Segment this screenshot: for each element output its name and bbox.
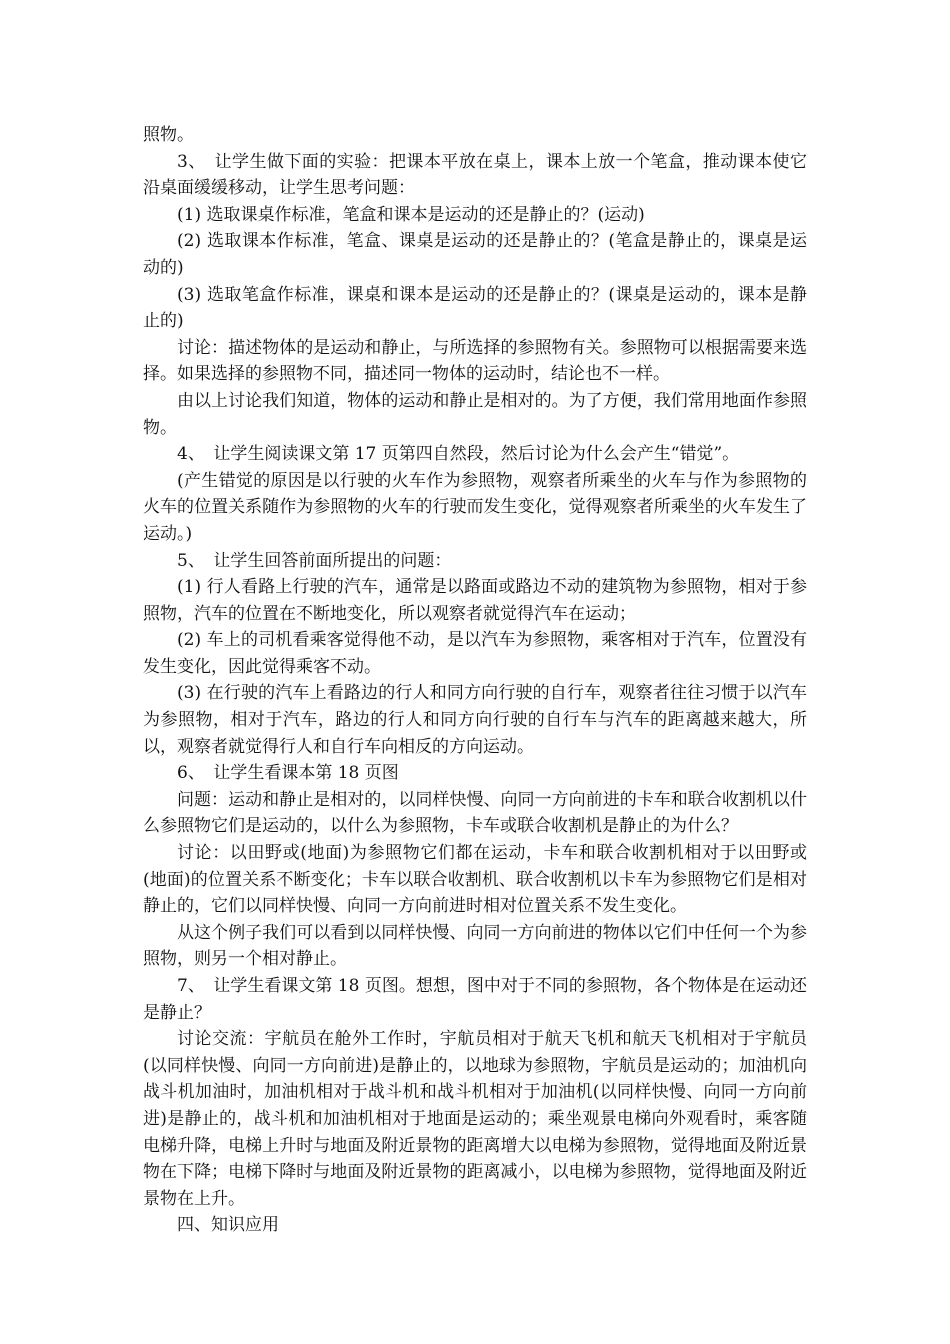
paragraph-answer-3: (3) 在行驶的汽车上看路边的行人和同方向行驶的自行车，观察者往往习惯于以汽车为参照物，相对于汽车，路边的行人和同方向行驶的自行车与汽车的距离越来越大，所以，观察者就觉得行人和自行车向相反的方向运动。 bbox=[143, 683, 807, 757]
paragraph-step-4: 4、 让学生阅读课文第 17 页第四自然段，然后讨论为什么会产生“错觉”。 bbox=[177, 444, 740, 465]
paragraph-question-1: (1) 选取课桌作标准，笔盒和课本是运动的还是静止的？(运动) bbox=[177, 204, 645, 225]
paragraph-step-5: 5、 让学生回答前面所提出的问题： bbox=[177, 550, 452, 571]
paragraph-question-3: (3) 选取笔盒作标准，课桌和课本是运动的还是静止的？(课桌是运动的，课本是静止的) bbox=[143, 284, 807, 332]
paragraph-answer-1: (1) 行人看路上行驶的汽车，通常是以路面或路边不动的建筑物为参照物，相对于参照物，汽车的位置在不断地变化，所以观察者就觉得汽车在运动； bbox=[143, 577, 807, 624]
paragraph-step-6: 6、 让学生看课本第 18 页图 bbox=[177, 763, 399, 784]
paragraph-question-2: (2) 选取课本作标准，笔盒、课桌是运动的还是静止的？(笔盒是静止的，课桌是运动的) bbox=[143, 231, 807, 278]
paragraph-conclusion: 由以上讨论我们知道，物体的运动和静止是相对的。为了方便，我们常用地面作参照物。 bbox=[143, 390, 807, 438]
paragraph-discussion-2: 讨论：以田野或(地面)为参照物它们都在运动，卡车和联合收割机相对于以田野或(地面)的位置关系不断变化；卡车以联合收割机、联合收割机以卡车为参照物它们是相对静止的，它们以同样快慢、向同一方向前进时相对位置关系不发生变化。 bbox=[143, 843, 807, 917]
paragraph-step-7: 7、 让学生看课文第 18 页图。想想，图中对于不同的参照物，各个物体是在运动还是静止？ bbox=[143, 976, 807, 1023]
paragraph-continuation: 照物。 bbox=[143, 125, 194, 145]
document-body bbox=[143, 122, 807, 1239]
paragraph-answer-2: (2) 车上的司机看乘客觉得他不动，是以汽车为参照物，乘客相对于汽车，位置没有发生变化，因此觉得乘客不动。 bbox=[143, 630, 807, 677]
paragraph-illusion-explanation: (产生错觉的原因是以行驶的火车作为参照物，观察者所乘坐的火车与作为参照物的火车的位置关系随作为参照物的火车的行驶而发生变化，觉得观察者所乘坐的火车发生了运动。) bbox=[143, 470, 807, 544]
paragraph-problem: 问题：运动和静止是相对的，以同样快慢、向同一方向前进的卡车和联合收割机以什么参照物它们是运动的，以什么为参照物，卡车或联合收割机是静止的为什么？ bbox=[143, 789, 807, 837]
paragraph-discussion: 讨论：描述物体的是运动和静止，与所选择的参照物有关。参照物可以根据需要来选择。如果选择的参照物不同，描述同一物体的运动时，结论也不一样。 bbox=[143, 337, 807, 385]
section-heading-knowledge-application: 四、知识应用 bbox=[177, 1215, 279, 1236]
paragraph-example-conclusion: 从这个例子我们可以看到以同样快慢、向同一方向前进的物体以它们中任何一个为参照物，则另一个相对静止。 bbox=[143, 922, 807, 970]
paragraph-step-3: 3、 让学生做下面的实验：把课本平放在桌上，课本上放一个笔盒，推动课本使它沿桌面缓缓移动，让学生思考问题： bbox=[143, 151, 807, 199]
paragraph-discussion-exchange: 讨论交流：宇航员在舱外工作时，宇航员相对于航天飞机和航天飞机相对于宇航员(以同样快慢、向同一方向前进)是静止的，以地球为参照物，宇航员是运动的；加油机向战斗机加油时，加油机相对于战斗机和战斗机相对于加油机(以同样快慢、向同一方向前进)是静止的，战斗机和加油机相对于地面是运动的；乘坐观景电梯向外观看时，乘客随电梯升降，电梯上升时与地面及附近景物的距离增大以电梯为参照物，觉得地面及附近景物在下降；电梯下降时与地面及附近景物的距离减小，以电梯为参照物，觉得地面及附近景物在上升。 bbox=[143, 1029, 807, 1209]
